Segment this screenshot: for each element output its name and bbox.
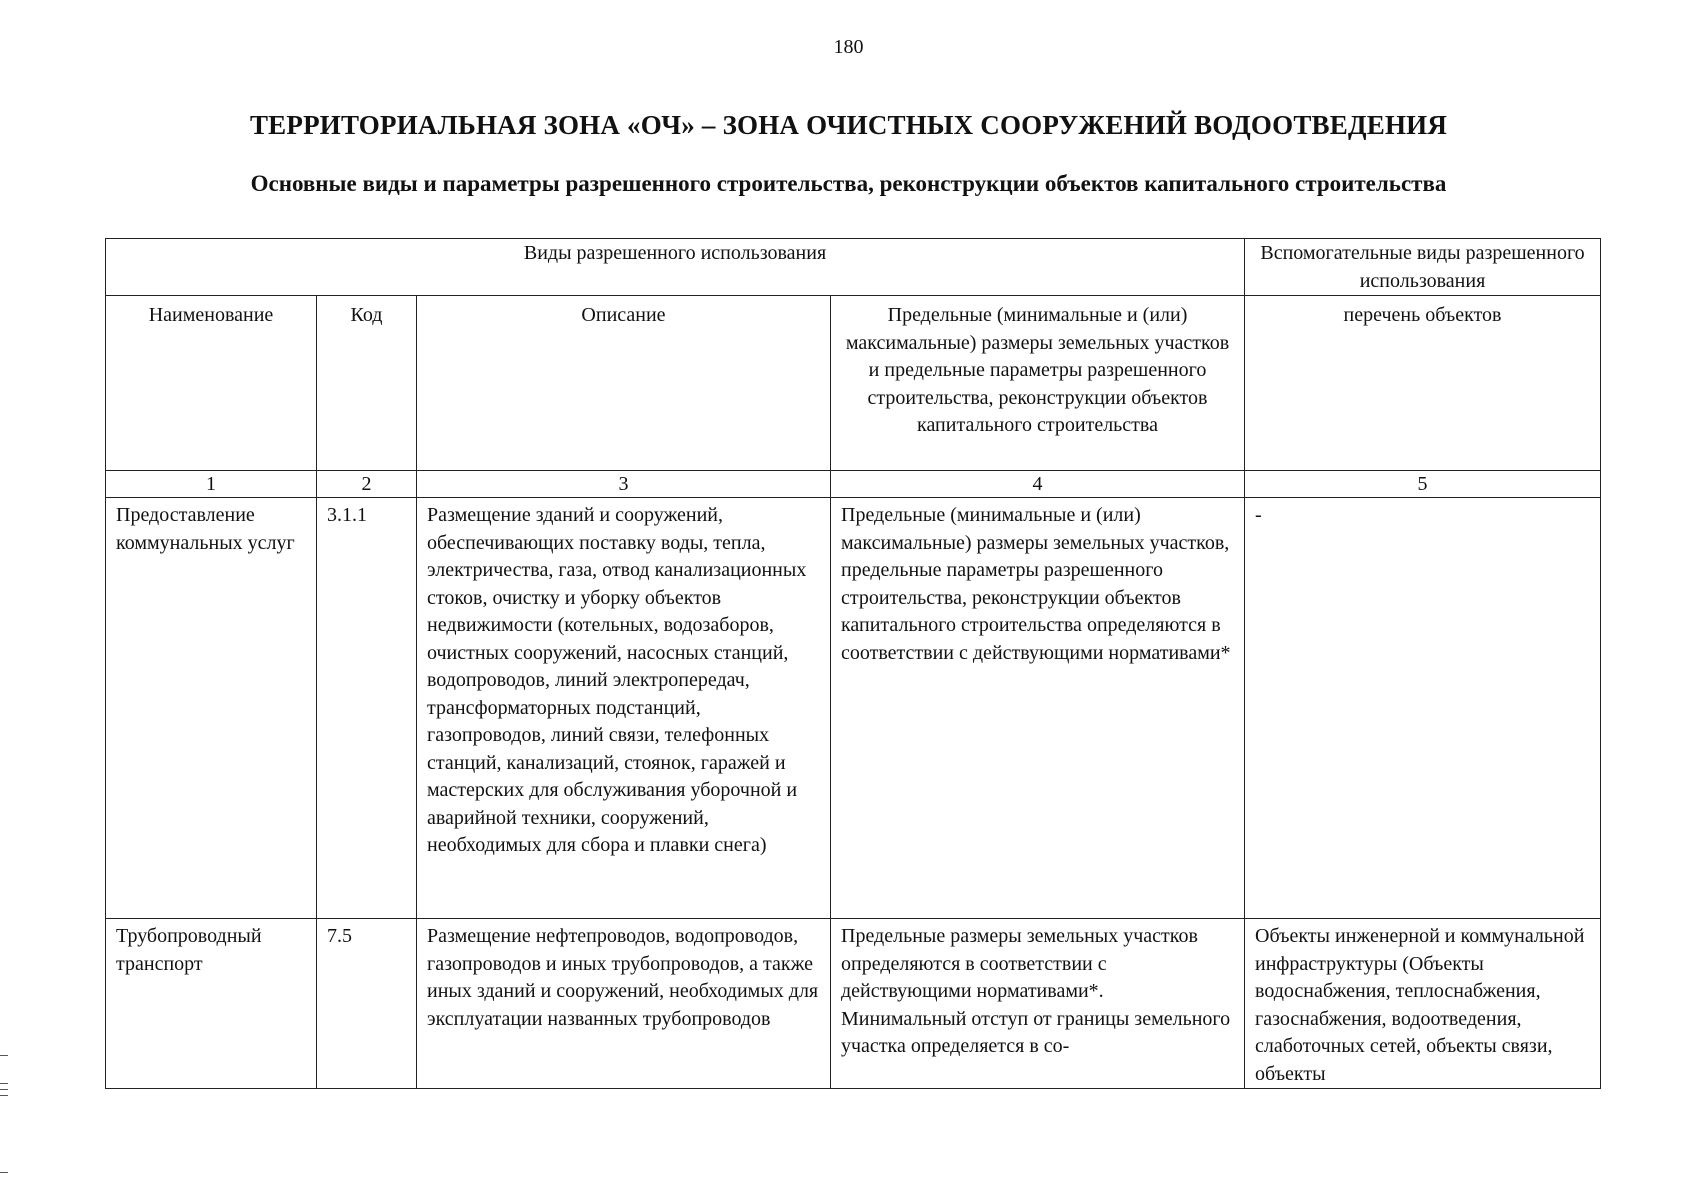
scan-margin-mark bbox=[0, 1089, 8, 1090]
cell-objects: Объекты инженерной и коммунальной инфраструктуры (Объекты водоснабжения, теплоснабжения, газоснабжения, водоотведения, слаботочных сетей, объекты связи, объекты bbox=[1245, 919, 1601, 1089]
cell-parameters: Предельные (минимальные и (или) максимальные) размеры земельных участков, предельные параметры разрешенного строительства, реконструкции объектов капитального строительства определяются в соответствии с действующими нормативами* bbox=[831, 498, 1245, 919]
cell-description: Размещение нефтепроводов, водопроводов, газопроводов и иных трубопроводов, а также иных зданий и сооружений, необходимых для эксплуатации названных трубопроводов bbox=[417, 919, 831, 1089]
column-header-description: Описание bbox=[417, 296, 831, 471]
group-header-main: Виды разрешенного использования bbox=[106, 239, 1245, 296]
table-row bbox=[106, 919, 1601, 1089]
column-header-name: Наименование bbox=[106, 296, 317, 471]
cell-code: 3.1.1 bbox=[317, 498, 417, 919]
cell-name: Трубопроводный транспорт bbox=[106, 919, 317, 1089]
column-number: 3 bbox=[417, 471, 831, 498]
cell-description: Размещение зданий и сооружений, обеспечивающих поставку воды, тепла, электричества, газа, отвод канализационных стоков, очистку и уборку объектов недвижимости (котельных, водозаборов, очистных сооружений, насосных станций, водопроводов, линий электропередач, трансформаторных подстанций, газопроводов, линий связи, телефонных станций, канализаций, стоянок, гаражей и мастерских для обслуживания уборочной и аварийной техники, сооружений, необходимых для сбора и плавки снега) bbox=[417, 498, 831, 919]
zoning-table bbox=[105, 238, 1601, 1089]
table-group-header-row bbox=[106, 239, 1601, 296]
group-header-auxiliary: Вспомогательные виды разрешенного использования bbox=[1245, 239, 1601, 296]
table-column-header-row bbox=[106, 296, 1601, 471]
document-title: ТЕРРИТОРИАЛЬНАЯ ЗОНА «ОЧ» – ЗОНА ОЧИСТНЫХ СООРУЖЕНИЙ ВОДООТВЕДЕНИЯ bbox=[249, 110, 1448, 140]
scan-margin-mark bbox=[0, 1095, 8, 1096]
page-number: 180 bbox=[833, 36, 864, 58]
table-row bbox=[106, 498, 1601, 919]
cell-parameters: Предельные размеры земельных участков определяются в соответствии с действующими нормативами*. Минимальный отступ от границы земельного участка определяется в со- bbox=[831, 919, 1245, 1089]
column-header-objects: перечень объектов bbox=[1245, 296, 1601, 471]
column-number: 4 bbox=[831, 471, 1245, 498]
scan-margin-mark bbox=[0, 1083, 8, 1084]
cell-objects: - bbox=[1245, 498, 1601, 919]
cell-name: Предоставление коммунальных услуг bbox=[106, 498, 317, 919]
document-subtitle: Основные виды и параметры разрешенного строительства, реконструкции объектов капитального строительства bbox=[250, 171, 1447, 196]
scan-margin-mark bbox=[0, 1172, 8, 1173]
table-column-number-row bbox=[106, 471, 1601, 498]
column-number: 1 bbox=[106, 471, 317, 498]
column-header-parameters: Предельные (минимальные и (или) максимальные) размеры земельных участков и предельные параметры разрешенного строительства, реконструкции объектов капитального строительства bbox=[831, 296, 1245, 471]
cell-code: 7.5 bbox=[317, 919, 417, 1089]
column-header-code: Код bbox=[317, 296, 417, 471]
column-number: 5 bbox=[1245, 471, 1601, 498]
scan-margin-mark bbox=[0, 1055, 8, 1056]
column-number: 2 bbox=[317, 471, 417, 498]
